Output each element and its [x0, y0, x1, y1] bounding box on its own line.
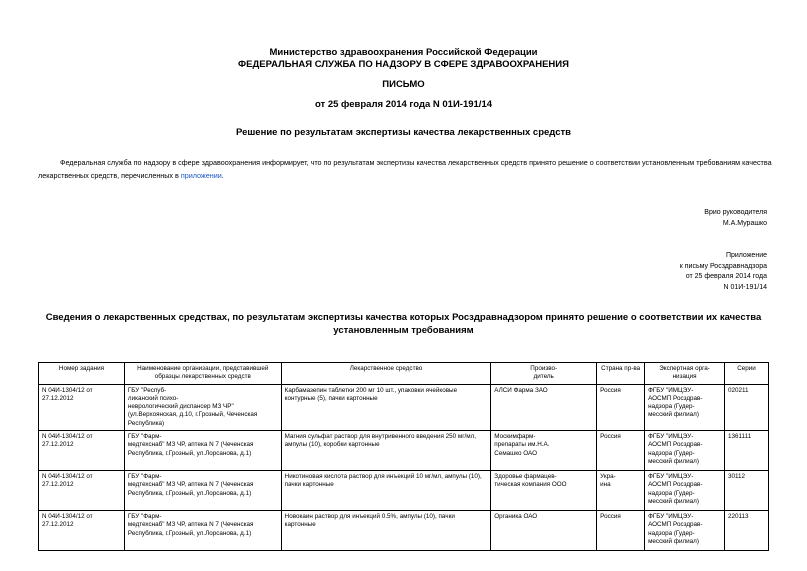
appendix-note-line: Приложение [725, 252, 767, 259]
cell-drug: Магния сульфат раствор для внутривенного введения 250 мг/мл, ампулы (10), коробки картонные [281, 431, 491, 471]
cell-organization: ГБУ "Респуб- ликанский психо- неврологический диспансер МЗ ЧР" (ул.Верхоянская, д.10, г.Грозный, Чеченская Республика) [124, 384, 281, 430]
cell-producer: Москимфарм- препараты им.Н.А. Семашко ОАО [491, 431, 597, 471]
cell-country: Россия [597, 384, 645, 430]
cell-expert-org: ФГБУ "ИМЦЭУ- АОСМП Росздрав- надзора (Гудер- месский филиал) [645, 431, 725, 471]
cell-organization: ГБУ "Фарм- медтехснаб" МЗ ЧР, аптека N 7 (Чеченская Республика, г.Грозный, ул.Лорсанова, д.1) [124, 511, 281, 551]
header-number: Номер задания [39, 363, 125, 385]
header-drug: Лекарственное средство [281, 363, 491, 385]
table-row [39, 384, 769, 430]
ministry-title: Министерство здравоохранения Российской Федерации [269, 47, 538, 58]
cell-series: 220113 [725, 511, 769, 551]
document-subject: Решение по результатам экспертизы качества лекарственных средств [236, 127, 571, 138]
table-row [39, 511, 769, 551]
cell-producer: АЛСИ Фарма ЗАО [491, 384, 597, 430]
cell-series: 1361111 [725, 431, 769, 471]
body-text: Федеральная служба по надзору в сфере здравоохранения информирует, что по результатам экспертизы качества лекарственных средств принято решение о соответствии установленным требованиям качества лекарственных средств, перечисленных в [38, 158, 772, 180]
cell-drug: Никотиновая кислота раствор для инъекций 10 мг/мл, ампулы (10), пачки картонные [281, 471, 491, 511]
signature-name: М.А.Мурашко [722, 219, 767, 227]
appendix-note [680, 251, 767, 293]
cell-producer: Здоровье фармацев- тическая компания ООО [491, 471, 597, 511]
header-expert-org: Экспертная орга- низация [645, 363, 725, 385]
signature-block [704, 208, 767, 229]
appendix-note-line: N 01И-191/14 [723, 283, 767, 291]
cell-drug: Карбамазепин таблетки 200 мг 10 шт., упаковки ячейковые контурные (5), пачки картонные [281, 384, 491, 430]
body-paragraph [38, 156, 773, 182]
cell-number: N 04И-1304/12 от 27.12.2012 [39, 431, 125, 471]
document-type: ПИСЬМО [382, 79, 425, 90]
cell-country: Укра- ина [597, 471, 645, 511]
header-country: Страна пр-ва [597, 363, 645, 385]
cell-series: 30112 [725, 471, 769, 511]
cell-expert-org: ФГБУ "ИМЦЭУ- АОСМП Росздрав- надзора (Гудер- месский филиал) [645, 384, 725, 430]
cell-number: N 04И-1304/12 от 27.12.2012 [39, 511, 125, 551]
cell-country: Россия [597, 511, 645, 551]
header-producer: Произво- дитель [491, 363, 597, 385]
appendix-link[interactable]: приложении [180, 171, 222, 180]
table-header-row [39, 363, 769, 385]
cell-organization: ГБУ "Фарм- медтехснаб" МЗ ЧР, аптека N 7 (Чеченская Республика, г.Грозный, ул.Лорсанова, д.1) [124, 431, 281, 471]
header-series: Серии [725, 363, 769, 385]
table-row [39, 471, 769, 511]
header-organization: Наименование организации, представившей образцы лекарственных средств [124, 363, 281, 385]
body-text-end: . [221, 171, 224, 180]
appendix-title: Сведения о лекарственных средствах, по результатам экспертизы качества которых Росздравнадзором принято решение о соответствии их качества установленным требованиям [45, 312, 762, 336]
table-row [39, 431, 769, 471]
appendix-note-line: к письму Росздравнадзора [679, 262, 767, 270]
cell-expert-org: ФГБУ "ИМЦЭУ- АОСМП Росздрав- надзора (Гудер- месский филиал) [645, 511, 725, 551]
cell-number: N 04И-1304/12 от 27.12.2012 [39, 471, 125, 511]
document-date: от 25 февраля 2014 года N 01И-191/14 [314, 99, 493, 110]
drugs-table [38, 362, 769, 551]
cell-expert-org: ФГБУ "ИМЦЭУ- АОСМП Росздрав- надзора (Гудер- месский филиал) [645, 471, 725, 511]
cell-organization: ГБУ "Фарм- медтехснаб" МЗ ЧР, аптека N 7 (Чеченская Республика, г.Грозный, ул.Лорсанова, д.1) [124, 471, 281, 511]
signature-position: Врио руководителя [704, 209, 767, 216]
cell-country: Россия [597, 431, 645, 471]
cell-drug: Новокаин раствор для инъекций 0.5%, ампулы (10), пачки картонные [281, 511, 491, 551]
cell-number: N 04И-1304/12 от 27.12.2012 [39, 384, 125, 430]
cell-series: 020211 [725, 384, 769, 430]
service-title: ФЕДЕРАЛЬНАЯ СЛУЖБА ПО НАДЗОРУ В СФЕРЕ ЗДРАВООХРАНЕНИЯ [238, 59, 569, 70]
cell-producer: Органика ОАО [491, 511, 597, 551]
appendix-note-line: от 25 февраля 2014 года [685, 273, 767, 280]
